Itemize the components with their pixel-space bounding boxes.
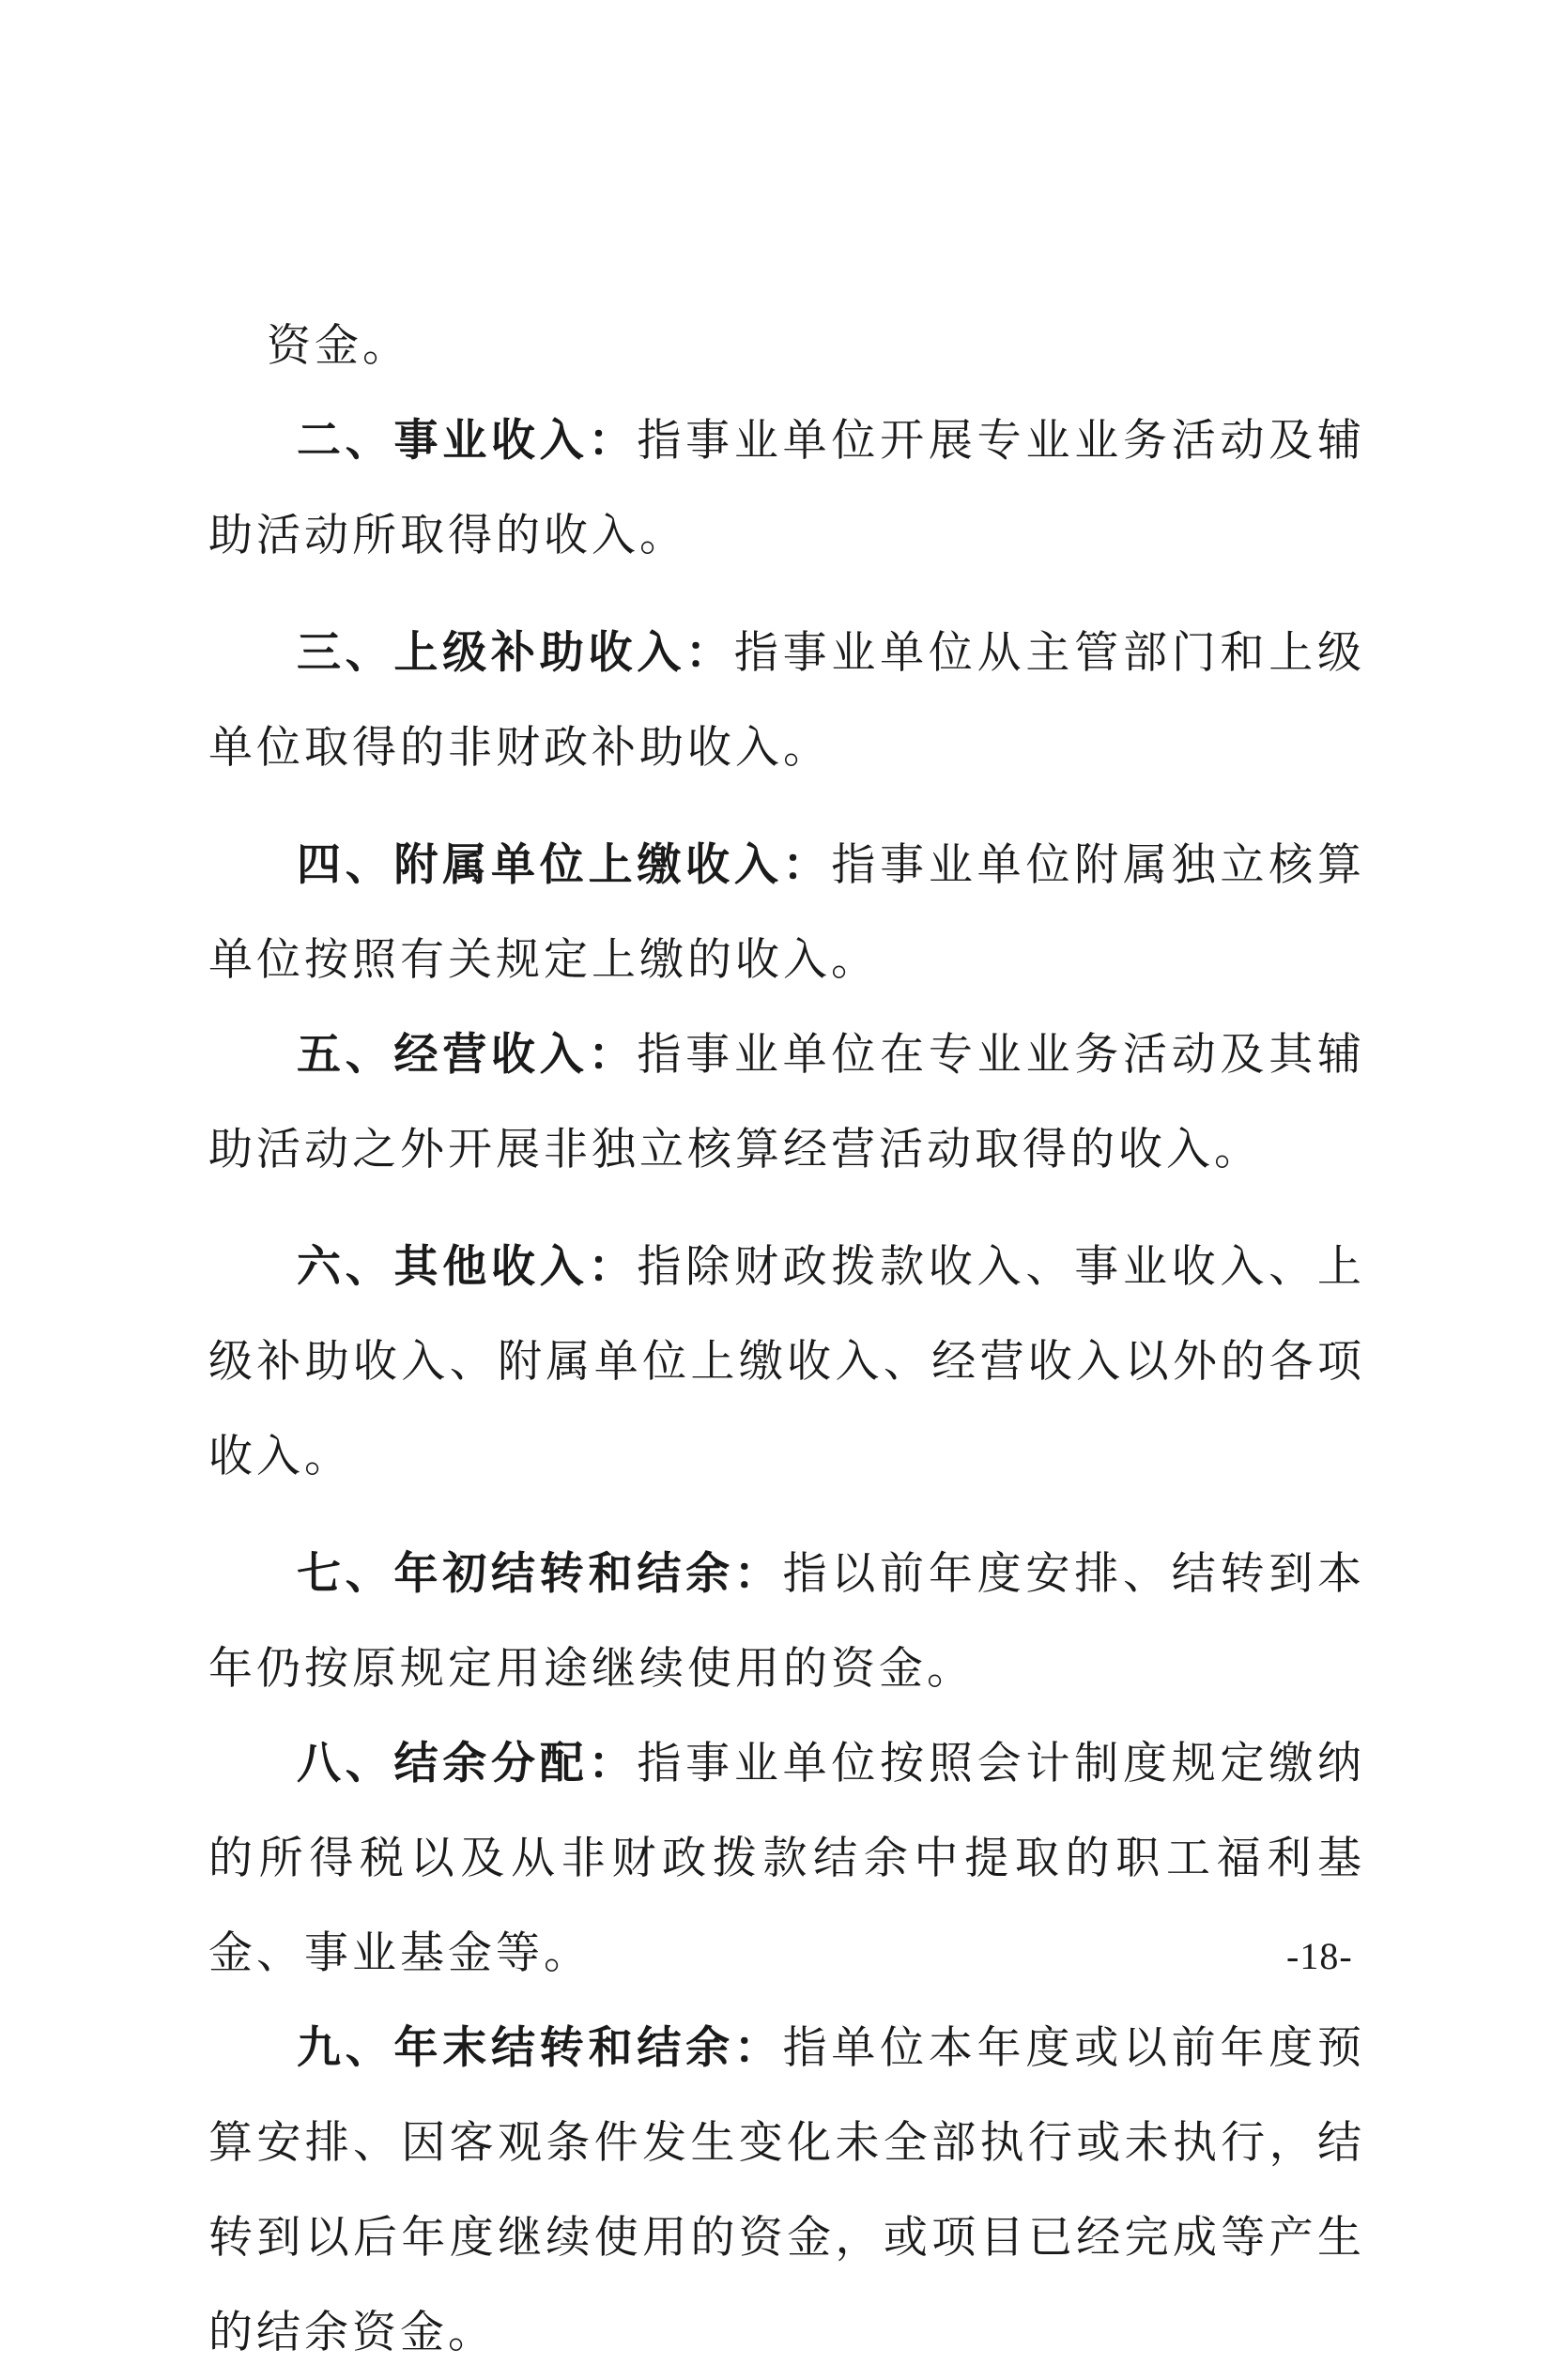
definition-paragraph	[208, 1220, 1365, 1504]
definition-paragraph	[208, 1007, 1365, 1197]
definition-text: 指事业单位附属独立核算单位按照有关规定上缴的收入。	[208, 839, 1366, 986]
definition-paragraph	[208, 606, 1365, 795]
continuation-paragraph	[208, 299, 1365, 393]
document-body	[208, 299, 1365, 2380]
definition-term: 六、其他收入：	[297, 1241, 638, 1293]
definition-term: 四、附属单位上缴收入：	[297, 839, 832, 891]
definition-paragraph	[208, 393, 1365, 583]
definition-paragraph	[208, 2001, 1365, 2380]
definition-term: 七、年初结转和结余：	[297, 1548, 783, 1600]
definition-text: 指事业单位在专业业务活动及其辅助活动之外开展非独立核算经营活动取得的收入。	[208, 1029, 1366, 1175]
definition-paragraph	[208, 1716, 1365, 2001]
page-number: -18-	[1286, 1935, 1353, 1977]
definition-text: 指单位本年度或以前年度预算安排、因客观条件发生变化未全部执行或未执行，结转到以后年度继续使用的资金，或项目已经完成等产生的结余资金。	[208, 2022, 1366, 2358]
definition-term: 八、结余分配：	[297, 1738, 638, 1789]
definition-text: 指以前年度安排、结转到本年仍按原规定用途继续使用的资金。	[208, 1548, 1366, 1695]
definition-term: 五、经营收入：	[297, 1029, 638, 1081]
definition-text: 指事业单位从主管部门和上级单位取得的非财政补助收入。	[208, 627, 1366, 774]
definition-paragraph	[208, 818, 1365, 1007]
definition-term: 三、上级补助收入：	[297, 627, 734, 679]
definition-text: 指事业单位开展专业业务活动及辅助活动所取得的收入。	[208, 415, 1366, 561]
definition-term: 二、事业收入：	[297, 415, 638, 467]
continuation-text: 资金。	[267, 320, 410, 372]
definition-text: 指除财政拨款收入、事业收入、上级补助收入、附属单位上缴收入、经营收入以外的各项收入。	[208, 1241, 1366, 1482]
definition-text: 指事业单位按照会计制度规定缴纳的所得税以及从非财政拨款结余中提取的职工福利基金、事业基金等。	[208, 1738, 1366, 1979]
definition-paragraph	[208, 1527, 1365, 1716]
definition-term: 九、年末结转和结余：	[297, 2022, 783, 2074]
